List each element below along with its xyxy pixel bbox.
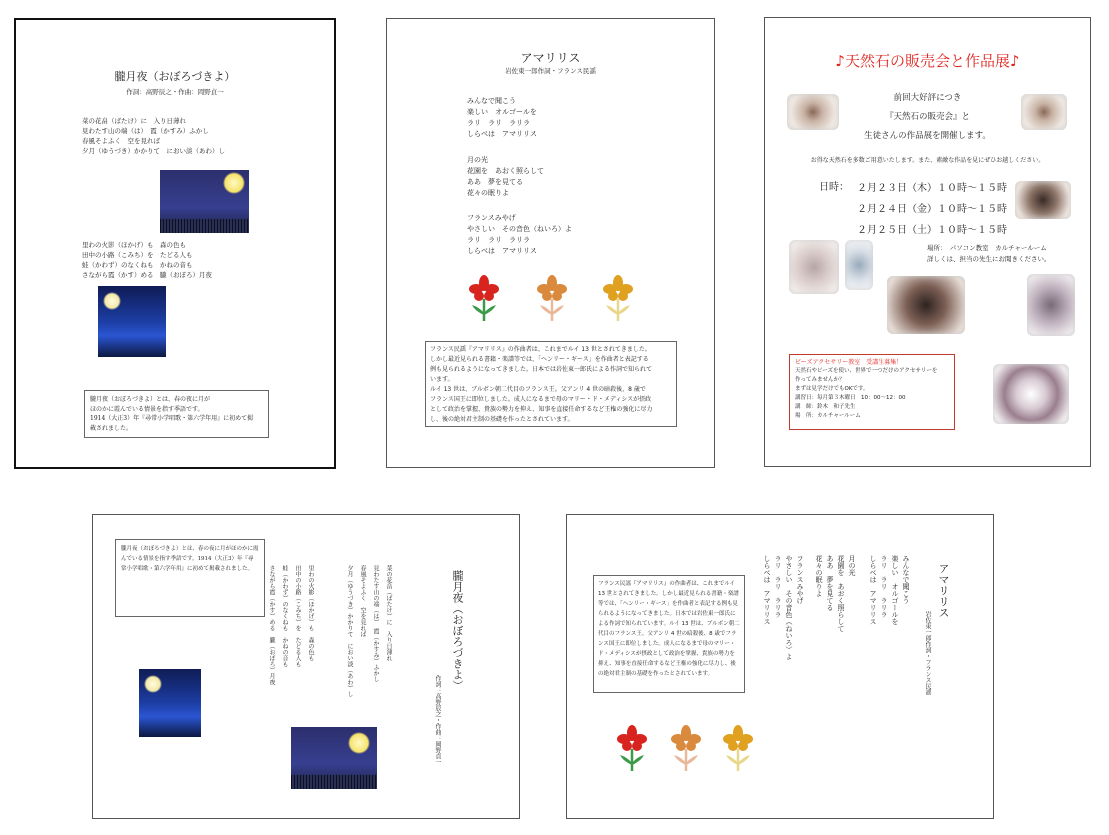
lyric-line: ラリ ラリ ラリラ	[880, 555, 888, 618]
recruit-line: 講習日：毎月第３木曜日 10：00～12：00	[795, 395, 906, 401]
note-line: 朧月夜（おぼろづきよ）とは、春の夜に月が	[90, 396, 210, 403]
note-line: 1914（大正3）年『尋常小学唱歌・第六学年用』に初めて掲	[121, 556, 254, 572]
date-list	[857, 178, 1007, 241]
flyer-title: ♪天然石の販売会と作品展♪	[835, 52, 1020, 70]
lyrics-verse1	[82, 116, 225, 156]
date-label: 日時：	[819, 182, 849, 193]
lyric-line: みんなで聞こう	[467, 97, 516, 105]
lyric-line: フランスみやげ	[467, 214, 516, 222]
lyric-line: 里わの火影（ほかげ）も 森の色も	[82, 241, 186, 249]
lyric-line: 月の光	[467, 156, 488, 164]
note-line: 載されました。	[90, 424, 133, 432]
note-line: ほのかに霞んでいる情景を指す季語です。	[121, 546, 259, 562]
lyrics-verse3	[467, 213, 572, 257]
note-line: います。	[430, 376, 454, 383]
recruit-line: 場 所：カルチャールーム	[795, 413, 861, 419]
lyric-line: 見わたす山の端（は） 霞（かすみ）ふかし	[82, 127, 209, 135]
note-line: ほのかに霞んでいる情景を指す季語です。	[90, 405, 204, 413]
page-stone-sale-flyer	[764, 17, 1091, 467]
lyric-line: 菜の花畠（ばたけ）に 入り日薄れ	[82, 117, 186, 125]
note-line: フランス民謡『アマリリス』の作曲者は、これまでルイ 13 世とされてきました。	[430, 346, 651, 353]
moon-night-image	[160, 170, 249, 233]
note-line: 載されました。	[214, 566, 254, 572]
page-oborozukiyo-horizontal	[14, 18, 336, 469]
note-line: 例も見られるようになってきました。日本では岩佐東一郎氏による作詞で知られて	[598, 601, 738, 627]
recruit-line: 天然石やビーズを使い、世界で一つだけのアクセサリーを	[795, 368, 938, 374]
page-title: 朧月夜（おぼろづきよ）	[114, 70, 236, 83]
bracelets-photo	[993, 364, 1069, 424]
intro-line: 前回大好評につき	[893, 93, 962, 103]
lyric-line: 花園を あおく照らして	[837, 555, 845, 632]
explanation-note	[425, 341, 677, 427]
lyric-line: 春風そよふく 空を見れば	[82, 137, 160, 145]
page-title: アマリリス	[937, 563, 950, 618]
lyric-line: 花々の眠りよ	[815, 555, 823, 597]
lyric-line: 月の光	[848, 555, 856, 576]
page-oborozukiyo-vertical	[92, 514, 520, 819]
lyric-line: 蛙（かわず）のなくねも かねの音も	[281, 565, 288, 667]
note-line: ルイ 13 世は、ブルボン朝二代目のフランス王。父アンリ 4 世の暗殺後、8 歳で	[598, 621, 740, 637]
lyric-line: 楽しい オルゴールを	[467, 108, 537, 116]
note-line: し、後の絶対君主制の基礎を作ったとされています。	[598, 661, 736, 677]
necklace-photo	[789, 240, 839, 294]
date-line: ２月２５日（土）１０時～１５時	[857, 225, 1007, 236]
lyric-line: 蛙（かわず）のなくねも かねの音も	[82, 261, 193, 269]
lyric-line: ラリ ラリ ラリラ	[467, 236, 530, 244]
byline: 岩佐東一郎作詞・フランス民謡	[505, 67, 596, 75]
lyric-line: ラリ ラリ ラリラ	[467, 119, 530, 127]
venue-info	[927, 243, 1051, 265]
lyrics-verse2	[813, 555, 857, 675]
lyric-line: しらべは アマリリス	[869, 555, 877, 625]
note-line: 例も見られるようになってきました。日本では岩佐東一郎氏による作詞で知られて	[430, 366, 653, 373]
recruit-title: ビーズアクセサリー教室 受講生募集！	[795, 359, 903, 366]
lyric-line: さながら霞（かす）める 朧（おぼろ）月夜	[268, 565, 275, 685]
lyrics-verse2	[467, 155, 544, 199]
byline: 作詞：高野辰之・作曲：岡野貞一	[126, 88, 224, 96]
lyrics-verse3	[761, 555, 805, 715]
lyric-line: ラリ ラリ ラリラ	[774, 555, 782, 618]
intro-line: 生徒さんの作品展を開催します。	[864, 131, 991, 141]
note-line: フランス民謡『アマリリス』の作曲者は、これまでルイ 13 世とされてきました。	[598, 581, 735, 597]
class-recruit-box	[789, 354, 955, 430]
moon-night-image	[291, 727, 377, 789]
lyric-line: 見わたす山の端（は） 霞（かすみ）ふかし	[372, 565, 379, 682]
flower-yellow-icon	[723, 725, 753, 773]
page-amaryllis-vertical	[566, 514, 994, 819]
lyric-line: 田中の小路（こみち）を たどる人も	[294, 565, 301, 667]
lyric-line: フランスみやげ	[796, 555, 804, 604]
lyrics-verse1	[867, 555, 911, 675]
lyric-line: 菜の花畠（ばたけ）に 入り日薄れ	[385, 565, 392, 661]
recruit-line: 講 師：鈴木 和子先生	[795, 404, 856, 410]
recruit-line: 作ってみませんか？	[795, 377, 845, 383]
page-title: アマリリス	[520, 51, 581, 65]
lyric-line: ああ 夢を見てる	[826, 555, 834, 611]
lyric-line: しらべは アマリリス	[763, 555, 771, 625]
note-line: として政治を掌握、貴族の勢力を抑え、知事を直接任命するなど王権の強化に尽力	[430, 406, 653, 413]
lyric-line: 花々の眠りよ	[467, 189, 509, 197]
flower-red-icon	[469, 275, 499, 323]
explanation-note	[593, 575, 745, 693]
lyrics-verse1	[467, 96, 537, 140]
lyric-line: 春風そよふく 空を見れば	[359, 565, 366, 637]
note-line: として政治を掌握、貴族の勢力を抑え、知事を直接任命するなど王権の強化に尽力	[598, 651, 735, 667]
note-line: います。	[647, 621, 670, 627]
flower-yellow-icon	[603, 275, 633, 323]
necklaces-photo	[887, 276, 965, 334]
lyric-line: しらべは アマリリス	[467, 247, 537, 255]
note-line: フランス国王に即位しました。成人になるまで母のマリー・ド・メディシスが摂政	[598, 631, 737, 657]
lyric-line: やさしい その音色（ねいろ）よ	[467, 225, 572, 233]
date-line: ２月２４日（金）１０時～１５時	[857, 204, 1007, 215]
lyric-line: ああ 夢を見てる	[467, 178, 523, 186]
note-line: 朧月夜（おぼろづきよ）とは、春の夜に月が	[121, 546, 231, 552]
lyrics-verse2	[82, 240, 212, 280]
byline: 岩佐東一郎作詞・フランス民謡	[924, 611, 931, 695]
venue-detail: 詳しくは、担当の先生にお聞きください。	[927, 255, 1051, 263]
lyric-line: 夕月（ゆうづき）かかりて におい淡（あわ）し	[82, 147, 225, 155]
lyrics-verse2	[265, 565, 317, 725]
date-line: ２月２３日（木）１０時～１５時	[857, 183, 1007, 194]
explanation-note	[84, 390, 269, 438]
explanation-note	[115, 539, 265, 617]
note-line: ルイ 13 世は、ブルボン朝二代目のフランス王。父アンリ 4 世の暗殺後、8 歳で	[430, 386, 646, 393]
byline: 作詞：高野辰之・作曲：岡野貞一	[434, 675, 441, 765]
venue-place: 場所： パソコン教室 カルチャールーム	[927, 244, 1047, 252]
intro-line: 『天然石の販売会』と	[884, 112, 970, 122]
flyer-notice: お得な天然石を多数ご用意いたします。また、素敵な作品を見にぜひお越しください。	[810, 157, 1045, 164]
recruit-line: まずは見学だけでもOKです。	[795, 386, 869, 392]
note-line: 1914（大正3）年『尋常小学唱歌・第六学年用』に初めて掲	[90, 415, 254, 422]
note-line: し、後の絶対君主制の基礎を作ったとされています。	[430, 416, 574, 423]
lyric-line: 楽しい オルゴールを	[891, 555, 899, 625]
lyric-line: みんなで聞こう	[902, 555, 910, 604]
flyer-intro	[765, 89, 1090, 146]
note-line: フランス国王に即位しました。成人になるまで母のマリー・ド・メディシスが摂政	[430, 396, 652, 403]
pendant-photo	[845, 240, 873, 290]
lyric-line: やさしい その音色（ねいろ）よ	[785, 555, 793, 660]
bracelet-photo	[1027, 274, 1075, 336]
moon-lake-image	[139, 669, 201, 737]
page-title: 朧月夜（おぼろづきよ）	[451, 570, 464, 691]
flower-orange-icon	[671, 725, 701, 773]
flower-red-icon	[617, 725, 647, 773]
moon-lake-image	[98, 286, 166, 357]
lyric-line: 田中の小路（こみち）を たどる人も	[82, 251, 193, 259]
note-line: しかし最近見られる書籍・楽譜等では、「ヘンリー・ギース」を作曲者と表記する	[598, 591, 739, 607]
note-line: しかし最近見られる書籍・楽譜等では、「ヘンリー・ギース」を作曲者と表記する	[430, 356, 649, 363]
lyric-line: しらべは アマリリス	[467, 130, 537, 138]
lyric-line: 夕月（ゆうづき）かかりて におい淡（あわ）し	[346, 565, 353, 697]
lyric-line: 里わの火影（ほかげ）も 森の色も	[307, 565, 314, 661]
bracelet-photo	[1015, 181, 1071, 219]
lyric-line: 花園を あおく照らして	[467, 167, 544, 175]
page-amaryllis-horizontal	[386, 18, 715, 468]
lyric-line: さながら霞（かす）める 朧（おぼろ）月夜	[82, 271, 212, 279]
flower-orange-icon	[537, 275, 567, 323]
